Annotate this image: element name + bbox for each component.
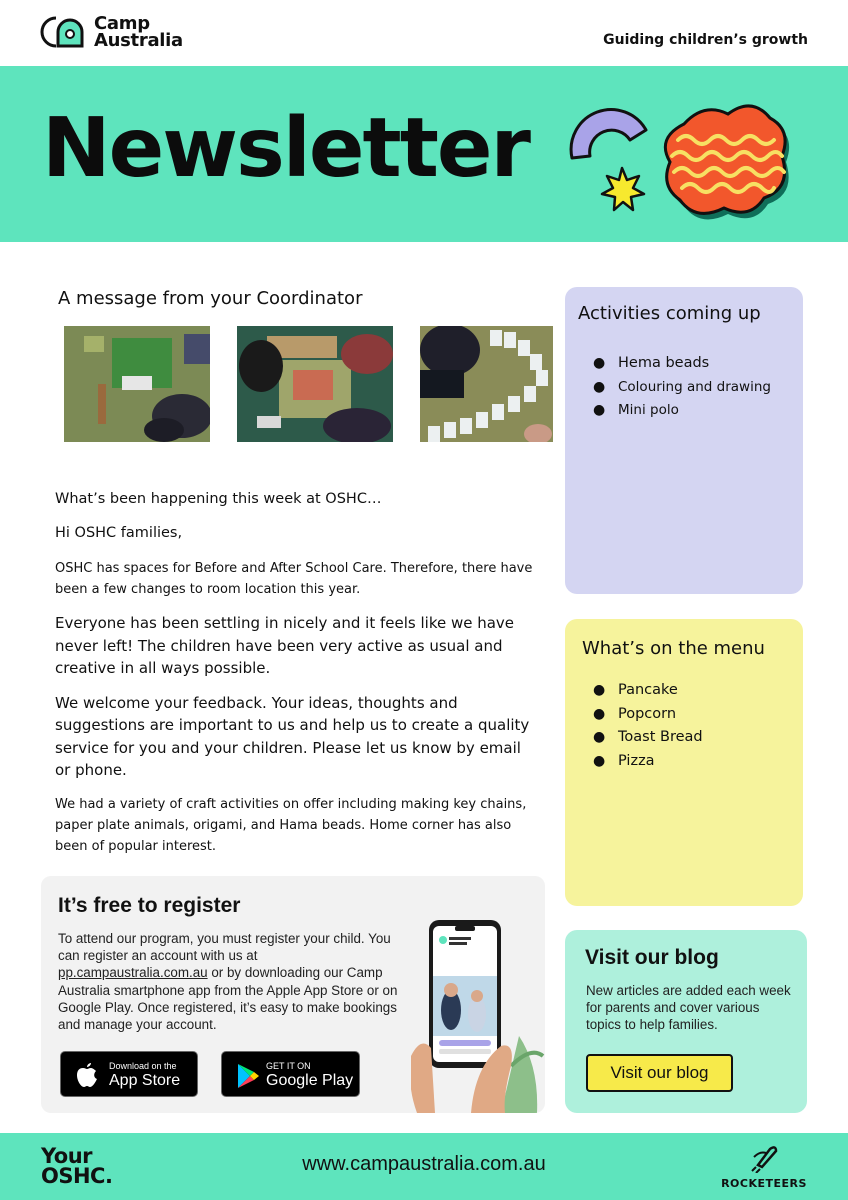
app-store-small-label: Download on the xyxy=(109,1061,177,1071)
paragraph-craft-activities: We had a variety of craft activities on offer including making key chains, paper plate animals, origami, and Hama beads. Home corner has also been of popular interest. xyxy=(55,796,527,854)
app-store-label: App Store xyxy=(109,1072,181,1089)
menu-list xyxy=(591,679,703,773)
brand-name xyxy=(94,15,183,49)
register-panel xyxy=(41,876,545,1113)
tagline: Guiding children’s growth xyxy=(603,32,808,48)
rocketeers-logo xyxy=(716,1143,812,1193)
register-link[interactable]: pp.campaustralia.com.au xyxy=(58,965,208,981)
your-oshc-line-2: OSHC. xyxy=(41,1164,113,1188)
list-item: ● Colouring and drawing xyxy=(593,378,771,395)
list-item: ● Popcorn xyxy=(593,705,677,722)
list-item: ● Hema beads xyxy=(593,355,710,371)
brand-line-2: Australia xyxy=(94,30,183,51)
newsletter-banner xyxy=(0,66,848,242)
brand-line-1: Camp xyxy=(94,13,150,34)
page-title: Newsletter xyxy=(42,101,529,196)
your-oshc-line-1: Your xyxy=(41,1144,93,1168)
blog-description: New articles are added each week for parents and cover various topics to help families. xyxy=(586,983,791,1033)
rocket-icon xyxy=(750,1143,780,1173)
paragraph-settling-in: Everyone has been settling in nicely and it feels like we have never left! The children have been very active as usual and creative in all ways possible. xyxy=(55,614,515,677)
top-header xyxy=(0,0,848,66)
coordinator-heading: A message from your Coordinator xyxy=(58,288,363,309)
website-url[interactable]: www.campaustralia.com.au xyxy=(302,1153,546,1175)
activities-list xyxy=(591,352,771,423)
list-item: ● Pizza xyxy=(593,752,655,769)
app-store-button[interactable] xyxy=(60,1051,198,1097)
blog-box xyxy=(565,930,807,1113)
camp-australia-logo[interactable] xyxy=(36,12,183,52)
footer xyxy=(0,1133,848,1200)
activity-photo-1 xyxy=(64,326,210,442)
google-play-icon xyxy=(236,1063,260,1089)
menu-box xyxy=(565,619,803,906)
paragraph-feedback: We welcome your feedback. Your ideas, thoughts and suggestions are important to us and help us to create a quality service for you and your children. Please let us know by email or phone. xyxy=(55,693,530,779)
decorative-shapes-illustration xyxy=(560,96,800,236)
google-play-button[interactable] xyxy=(221,1051,360,1097)
list-item: ● Mini polo xyxy=(593,402,679,418)
google-play-small-label: GET IT ON xyxy=(266,1061,311,1071)
activities-box xyxy=(565,287,803,594)
activity-photo-2 xyxy=(237,326,393,442)
blog-title: Visit our blog xyxy=(585,946,719,969)
activity-photo-3 xyxy=(420,326,553,442)
paragraph-room-changes: OSHC has spaces for Before and After School Care. Therefore, there have been a few changes to room location this year. xyxy=(55,561,533,597)
coordinator-message xyxy=(55,488,540,869)
camp-australia-logo-icon xyxy=(36,12,90,52)
apple-icon xyxy=(75,1062,99,1088)
phone-in-hand-illustration xyxy=(411,916,545,1113)
menu-title: What’s on the menu xyxy=(582,638,765,659)
rocketeers-wordmark: ROCKETEERS xyxy=(721,1177,807,1190)
intro-line: What’s been happening this week at OSHC… xyxy=(55,491,382,507)
google-play-label: Google Play xyxy=(266,1072,354,1089)
activities-title: Activities coming up xyxy=(578,303,761,324)
list-item: ● Pancake xyxy=(593,682,678,698)
visit-blog-button[interactable]: Visit our blog xyxy=(586,1054,733,1092)
register-description: To attend our program, you must register your child. You can register an account with us at pp.campaustralia.com.au or by downloading our Camp Australia smartphone app from the Apple App Store or on Google Play. Once registered, it’s easy to make bookings and manage your account. xyxy=(58,931,398,1033)
register-title: It’s free to register xyxy=(58,894,241,917)
list-item: ● Toast Bread xyxy=(593,729,703,745)
greeting: Hi OSHC families, xyxy=(55,525,183,541)
